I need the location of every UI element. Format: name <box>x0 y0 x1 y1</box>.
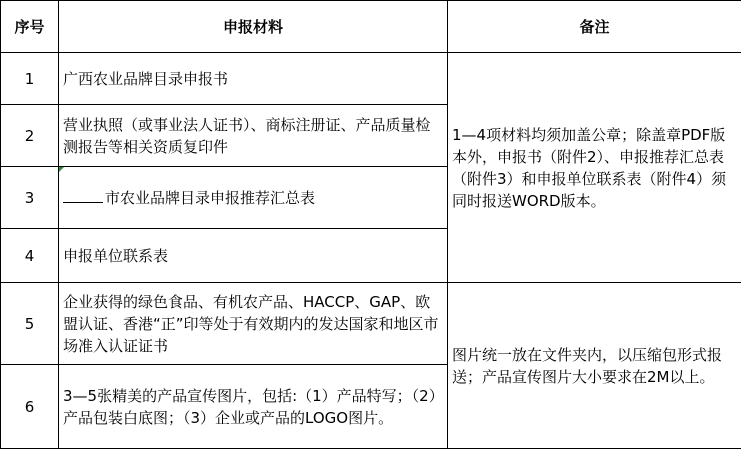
row-material-cell <box>59 167 448 229</box>
row-material: 企业获得的绿色食品、有机农产品、HACCP、GAP、欧盟认证、香港“正”印等处于有效期内的发达国家和地区市场准入认证证书 <box>59 283 448 365</box>
header-num: 序号 <box>1 1 59 53</box>
comment-marker-icon <box>59 167 64 172</box>
table-row <box>1 283 741 365</box>
row-material: 申报单位联系表 <box>59 229 448 283</box>
row-num: 5 <box>1 283 59 365</box>
row-material: 广西农业品牌目录申报书 <box>59 53 448 105</box>
notes-group-1: 1—4项材料均须加盖公章；除盖章PDF版本外，申报书（附件2）、申报推荐汇总表（附件3）和申报单位联系表（附件4）须同时报送WORD版本。 <box>448 53 741 283</box>
row-num: 4 <box>1 229 59 283</box>
row-material: 市农业品牌目录申报推荐汇总表 <box>105 189 315 207</box>
blank-line <box>63 188 103 203</box>
header-notes: 备注 <box>448 1 741 53</box>
header-row <box>1 1 741 53</box>
header-materials: 申报材料 <box>59 1 448 53</box>
notes-group-2: 图片统一放在文件夹内，以压缩包形式报送；产品宣传图片大小要求在2M以上。 <box>448 283 741 449</box>
row-material: 3—5张精美的产品宣传图片，包括:（1）产品特写；（2）产品包装白底图；（3）企业或产品的LOGO图片。 <box>59 365 448 449</box>
row-material: 营业执照（或事业法人证书）、商标注册证、产品质量检测报告等相关资质复印件 <box>59 105 448 167</box>
table-row <box>1 53 741 105</box>
row-num: 1 <box>1 53 59 105</box>
row-num: 2 <box>1 105 59 167</box>
row-num: 6 <box>1 365 59 449</box>
row-num: 3 <box>1 167 59 229</box>
